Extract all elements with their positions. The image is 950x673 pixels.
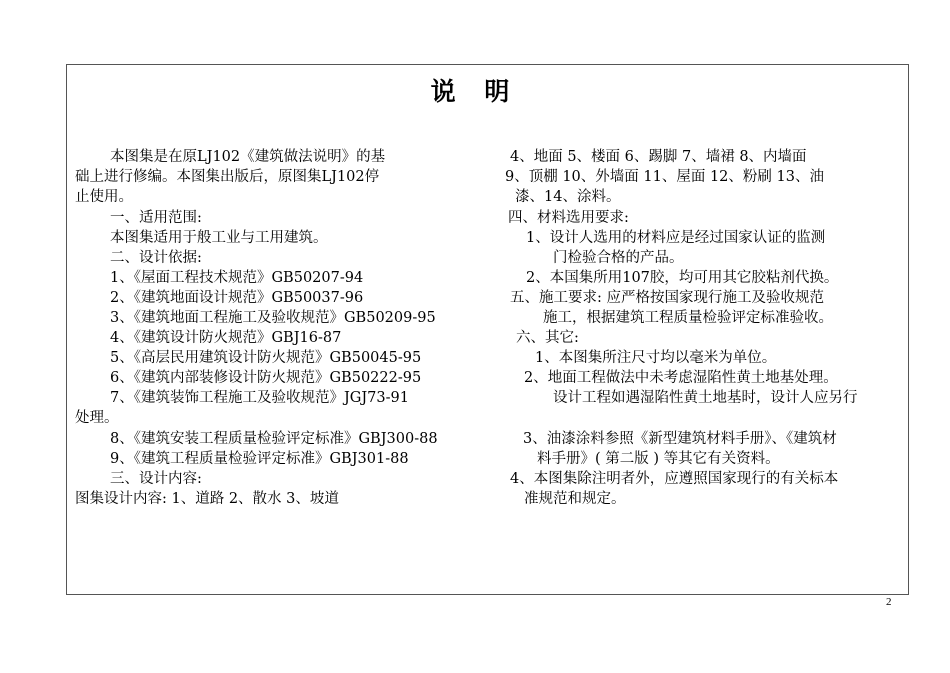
section-heading: 六、其它:	[516, 330, 579, 346]
section-heading: 一、适用范围:	[110, 210, 202, 226]
list-item: 7、《建筑装饰工程施工及验收规范》JGJ73-91	[110, 390, 409, 406]
list-item: 4、本图集除注明者外，应遵照国家现行的有关标本	[510, 471, 839, 487]
text-line: 门检验合格的产品。	[553, 250, 684, 266]
text-line: 止使用。	[75, 189, 133, 205]
list-item: 8、《建筑安装工程质量检验评定标准》GBJ300-88	[110, 431, 438, 447]
text-line: 准规范和规定。	[524, 491, 626, 507]
section-heading: 三、设计内容:	[110, 471, 202, 487]
text-line: 漆、14、涂料。	[515, 189, 621, 205]
list-item: 2、地面工程做法中未考虑湿陷性黄土地基处理。	[524, 370, 838, 386]
list-item: 1、设计人选用的材料应是经过国家认证的监测	[526, 230, 826, 246]
text-line: 础上进行修编。本图集出版后，原图集LJ102停	[75, 169, 380, 185]
text-line: 施工，根据建筑工程质量检验评定标准验收。	[543, 310, 833, 326]
page-title: 说 明	[430, 77, 520, 106]
list-item: 6、《建筑内部装修设计防火规范》GB50222-95	[110, 370, 422, 386]
list-item: 3、油漆涂料参照《新型建筑材料手册》、《建筑材	[523, 431, 837, 447]
text-line: 本图集是在原LJ102《建筑做法说明》的基	[110, 149, 386, 165]
section-heading: 五、施工要求: 应严格按国家现行施工及验收规范	[510, 290, 824, 306]
text-line: 本图集适用于般工业与工用建筑。	[110, 230, 328, 246]
list-item: 1、本图集所注尺寸均以毫米为单位。	[535, 350, 777, 366]
list-item: 4、《建筑设计防火规范》GBJ16-87	[110, 330, 342, 346]
text-line: 图集设计内容: 1、道路 2、散水 3、坡道	[75, 491, 339, 507]
list-item: 2、本国集所用107胶，均可用其它胶粘剂代换。	[526, 270, 839, 286]
text-line: 设计工程如遇湿陷性黄土地基时，设计人应另行	[553, 390, 858, 406]
list-item: 3、《建筑地面工程施工及验收规范》GB50209-95	[110, 310, 436, 326]
text-line: 9、顶棚 10、外墙面 11、屋面 12、粉刷 13、油	[505, 169, 824, 185]
page-number: 2	[886, 596, 892, 608]
section-heading: 二、设计依据:	[110, 250, 202, 266]
list-item: 5、《高层民用建筑设计防火规范》GB50045-95	[110, 350, 422, 366]
list-item: 9、《建筑工程质量检验评定标准》GBJ301-88	[110, 451, 409, 467]
text-line: 处理。	[75, 410, 119, 426]
list-item: 2、《建筑地面设计规范》GB50037-96	[110, 290, 364, 306]
section-heading: 四、材料选用要求:	[508, 210, 629, 226]
list-item: 1、《屋面工程技术规范》GB50207-94	[110, 270, 364, 286]
text-line: 4、地面 5、楼面 6、踢脚 7、墙裙 8、内墙面	[510, 149, 807, 165]
text-line: 料手册》( 第二版 ) 等其它有关资料。	[537, 451, 780, 467]
